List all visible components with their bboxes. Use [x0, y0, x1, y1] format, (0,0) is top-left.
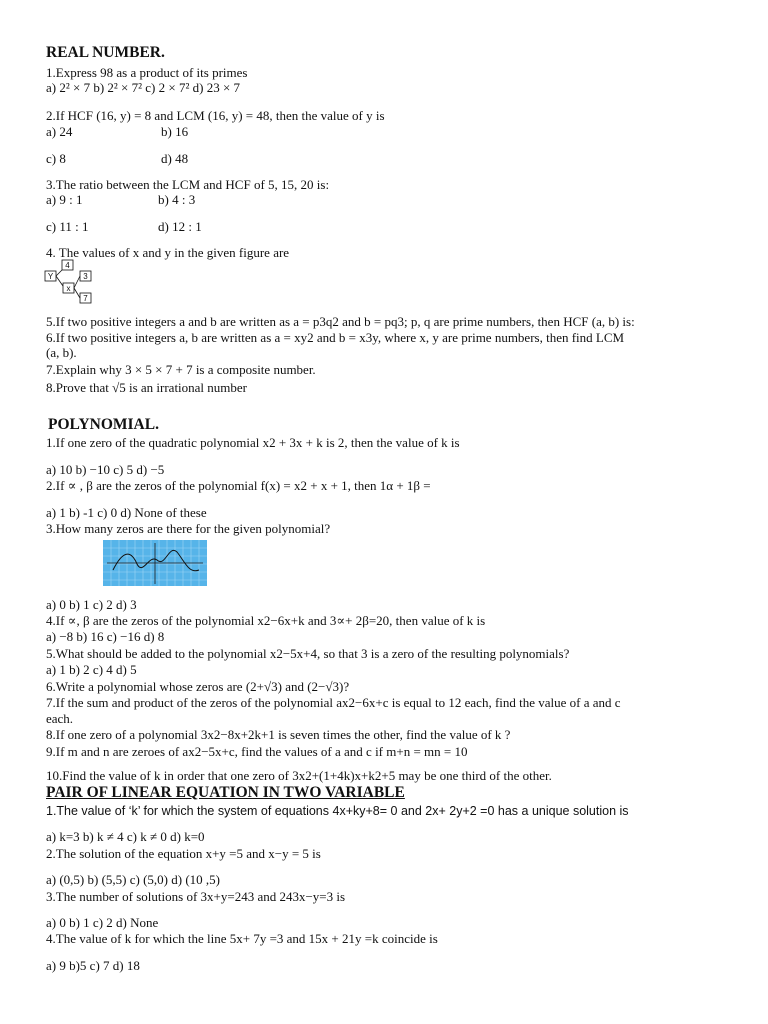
question-poly-3: 3.How many zeros are there for the given polynomial? [46, 521, 331, 536]
question-poly-9: 9.If m and n are zeroes of ax2−5x+c, find the values of a and c if m+n = mn = 10 [46, 744, 468, 759]
question-real-2: 2.If HCF (16, y) = 8 and LCM (16, y) = 48, then the value of y is [46, 108, 385, 123]
question-poly-5: 5.What should be added to the polynomial x2−5x+4, so that 3 is a zero of the resulting polynomials? [46, 646, 570, 661]
question-real-1: 1.Express 98 as a product of its primes [46, 65, 248, 80]
options-poly-3: a) 0 b) 1 c) 2 d) 3 [46, 597, 137, 612]
question-poly-8: 8.If one zero of a polynomial 3x2−8x+2k+1 is seven times the other, find the value of k ? [46, 727, 511, 742]
question-linear-2: 2.The solution of the equation x+y =5 and x−y = 5 is [46, 846, 321, 861]
question-real-5: 5.If two positive integers a and b are written as a = p3q2 and b = pq3; p, q are prime numbers, then HCF (a, b) is: [46, 314, 635, 329]
question-poly-4: 4.If ∝, β are the zeros of the polynomial x2−6x+k and 3∝+ 2β=20, then value of k is [46, 613, 486, 628]
question-poly-10: 10.Find the value of k in order that one zero of 3x2+(1+4k)x+k2+5 may be one third of the other. [46, 768, 552, 783]
options-poly-1: a) 10 b) −10 c) 5 d) −5 [46, 462, 165, 477]
polynomial-graph-figure [103, 540, 207, 586]
question-real-4: 4. The values of x and y in the given figure are [46, 245, 290, 260]
option-real-3-a: a) 9 : 1 [46, 192, 83, 207]
question-real-6-cont: (a, b). [46, 345, 77, 360]
factor-label-top: 4 [65, 261, 70, 270]
options-real-1: a) 2² × 7 b) 2² × 7² c) 2 × 7² d) 23 × 7 [46, 80, 241, 95]
question-linear-4: 4.The value of k for which the line 5x+ 7y =3 and 15x + 21y =k coincide is [46, 931, 438, 946]
question-poly-2: 2.If ∝ , β are the zeros of the polynomial f(x) = x2 + x + 1, then 1α + 1β = [46, 478, 431, 493]
factor-label-y: Y [47, 272, 54, 281]
question-real-6: 6.If two positive integers a, b are written as a = xy2 and b = x3y, where x, y are prime numbers, then find LCM [46, 330, 625, 345]
option-real-2-d: d) 48 [161, 151, 189, 166]
question-poly-7-cont: each. [46, 711, 74, 726]
factor-label-bottom: 7 [83, 294, 88, 303]
options-poly-5: a) 1 b) 2 c) 4 d) 5 [46, 662, 137, 677]
options-linear-1: a) k=3 b) k ≠ 4 c) k ≠ 0 d) k=0 [46, 829, 205, 844]
option-real-3-d: d) 12 : 1 [158, 219, 202, 234]
options-linear-4: a) 9 b)5 c) 7 d) 18 [46, 958, 140, 973]
section-heading-linear-equations: PAIR OF LINEAR EQUATION IN TWO VARIABLE [46, 784, 405, 801]
options-poly-4: a) −8 b) 16 c) −16 d) 8 [46, 629, 165, 644]
option-real-2-a: a) 24 [46, 124, 73, 139]
factor-label-mid-right: 3 [83, 272, 88, 281]
question-linear-3: 3.The number of solutions of 3x+y=243 and 243x−y=3 is [46, 889, 346, 904]
section-heading-real-number: REAL NUMBER. [46, 44, 165, 61]
factor-label-x: x [66, 284, 71, 293]
question-poly-7: 7.If the sum and product of the zeros of the polynomial ax2−6x+c is equal to 12 each, find the value of a and c [46, 695, 621, 710]
question-poly-6: 6.Write a polynomial whose zeros are (2+√3) and (2−√3)? [46, 679, 350, 694]
question-poly-1: 1.If one zero of the quadratic polynomial x2 + 3x + k is 2, then the value of k is [46, 435, 460, 450]
option-real-2-c: c) 8 [46, 151, 66, 166]
option-real-2-b: b) 16 [161, 124, 189, 139]
question-linear-1: 1.The value of ‘k’ for which the system of equations 4x+ky+8= 0 and 2x+ 2y+2 =0 has a unique solution is [46, 804, 629, 818]
question-real-7: 7.Explain why 3 × 5 × 7 + 7 is a composite number. [46, 362, 316, 377]
question-real-8: 8.Prove that √5 is an irrational number [46, 380, 248, 395]
factor-tree-figure [44, 259, 96, 305]
section-heading-polynomial: POLYNOMIAL. [48, 416, 159, 433]
option-real-3-c: c) 11 : 1 [46, 219, 89, 234]
question-real-3: 3.The ratio between the LCM and HCF of 5, 15, 20 is: [46, 177, 330, 192]
options-poly-2: a) 1 b) -1 c) 0 d) None of these [46, 505, 207, 520]
options-linear-3: a) 0 b) 1 c) 2 d) None [46, 915, 159, 930]
options-linear-2: a) (0,5) b) (5,5) c) (5,0) d) (10 ,5) [46, 872, 220, 887]
option-real-3-b: b) 4 : 3 [158, 192, 196, 207]
